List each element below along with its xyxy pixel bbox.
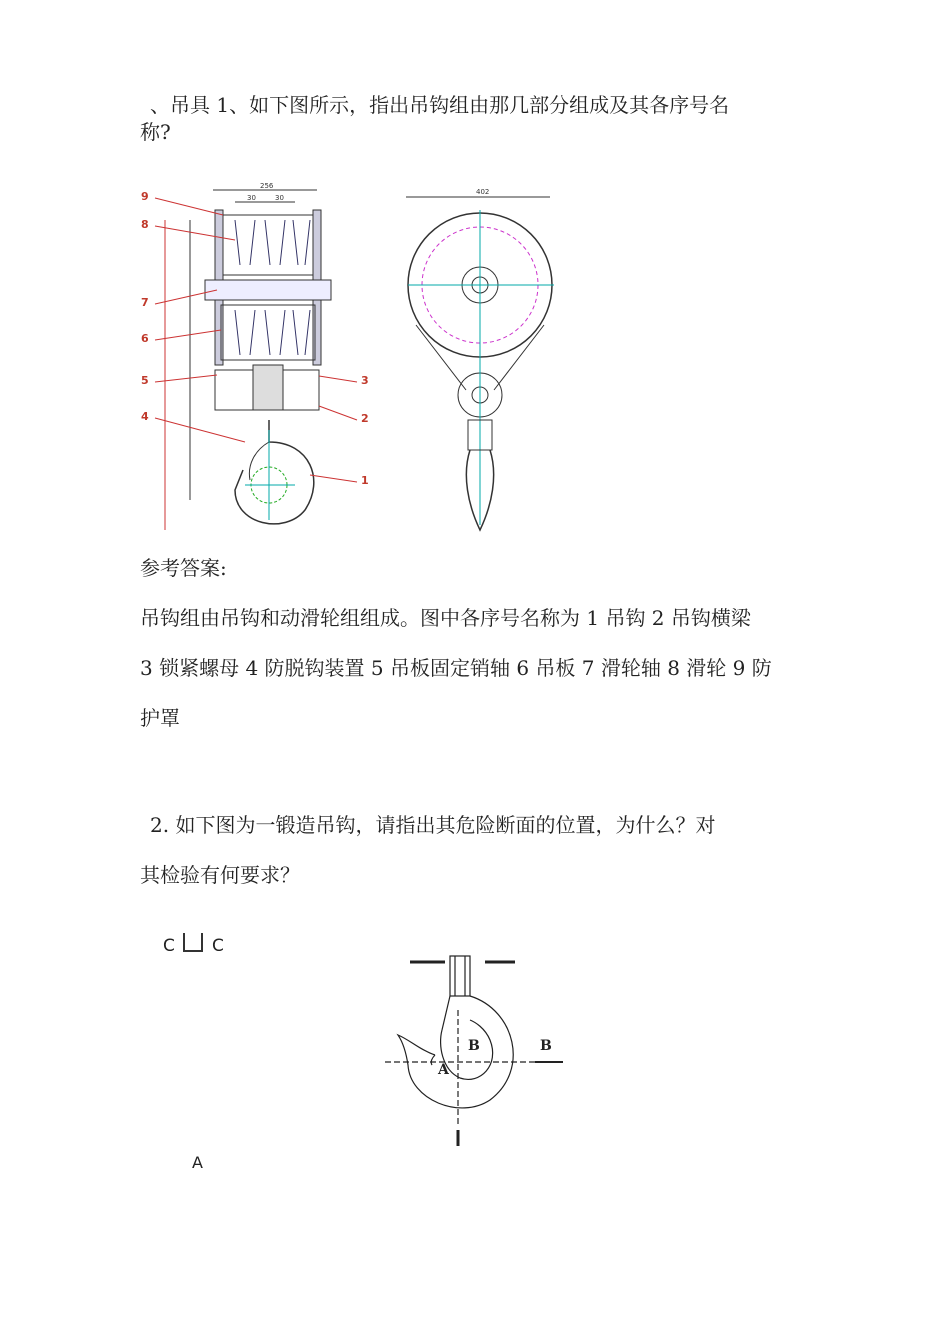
answer-line2: 3 锁紧螺母 4 防脱钩装置 5 吊板固定销轴 6 吊板 7 滑轮轴 8 滑轮 9 防 xyxy=(140,656,772,680)
callout-6: 6 xyxy=(141,332,149,345)
dim-top-width: 256 xyxy=(260,182,274,190)
question-1-line2: 称? xyxy=(140,120,171,144)
dim-side-width: 402 xyxy=(476,188,490,196)
label-a-inner: A xyxy=(438,1062,449,1078)
hook-block-side-drawing xyxy=(398,185,568,535)
dim-inner-b: 30 xyxy=(275,194,284,202)
question-1-line1: 、吊具 1、如下图所示，指出吊钩组由那几部分组成及其各序号名 xyxy=(150,93,730,117)
question-2-line2: 其检验有何要求？ xyxy=(140,863,300,887)
section-c-left: C xyxy=(163,936,175,956)
forged-hook-drawing xyxy=(380,950,580,1150)
section-c-right: C xyxy=(212,936,224,956)
callout-1: 1 xyxy=(361,474,369,487)
label-b-outer: B xyxy=(540,1038,552,1054)
answer-heading: 参考答案: xyxy=(140,556,227,580)
callout-8: 8 xyxy=(141,218,149,231)
callout-3: 3 xyxy=(361,374,369,387)
answer-line3: 护罩 xyxy=(140,706,180,730)
section-box-icon xyxy=(183,933,203,952)
callout-2: 2 xyxy=(361,412,369,425)
hook-block-front-drawing xyxy=(135,180,375,540)
label-b-inner: B xyxy=(468,1038,480,1054)
answer-line1: 吊钩组由吊钩和动滑轮组组成。图中各序号名称为 1 吊钩 2 吊钩横梁 xyxy=(140,606,751,630)
callout-4: 4 xyxy=(141,410,149,423)
callout-5: 5 xyxy=(141,374,149,387)
callout-9: 9 xyxy=(141,190,149,203)
question-2-line1: 2. 如下图为一锻造吊钩，请指出其危险断面的位置，为什么？对 xyxy=(150,813,716,837)
section-a-label: A xyxy=(192,1153,203,1172)
dim-inner-a: 30 xyxy=(247,194,256,202)
callout-7: 7 xyxy=(141,296,149,309)
